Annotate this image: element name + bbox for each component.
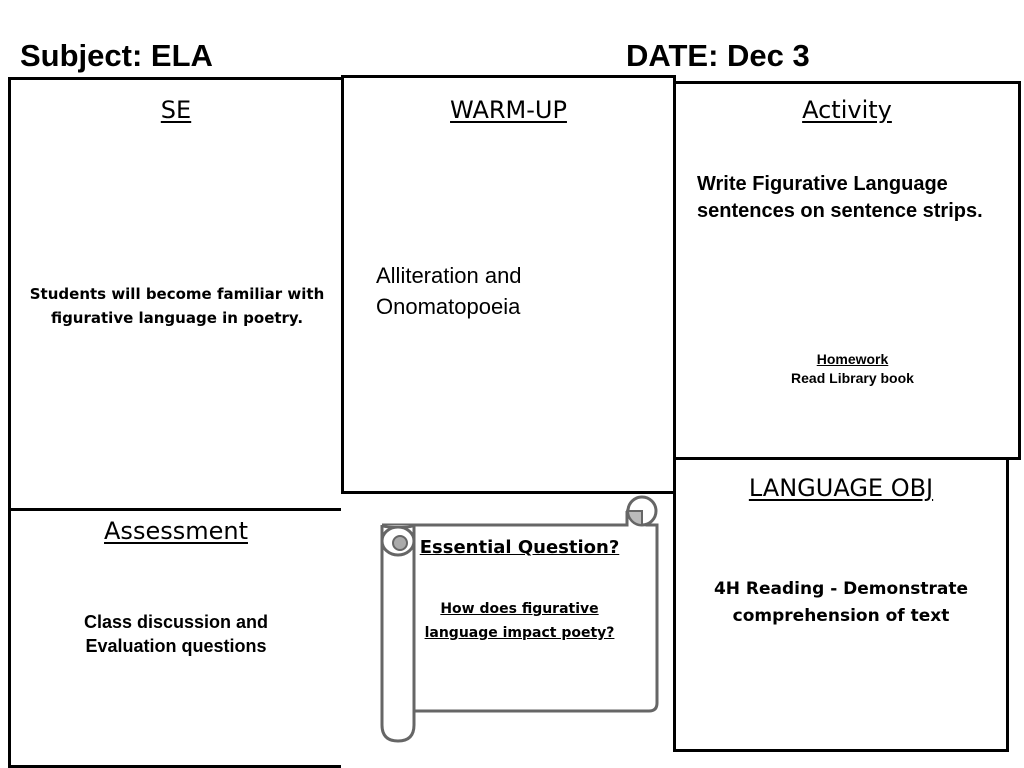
assessment-text: [11, 610, 341, 658]
essential-question-text: [398, 597, 641, 645]
activity-panel: [673, 81, 1021, 460]
warmup-text: [376, 260, 522, 322]
warmup-text-line1: Alliteration and: [376, 263, 522, 288]
se-panel: [8, 77, 344, 511]
assessment-heading: Assessment: [104, 517, 248, 545]
essential-question-heading: Essential Question?: [419, 537, 620, 558]
assessment-text-line2: Evaluation questions: [85, 636, 267, 656]
homework-label: Homework: [816, 351, 889, 367]
assessment-text-line1: Class discussion and: [83, 612, 269, 632]
subject-title: Subject: ELA: [20, 38, 213, 73]
language-obj-line2: comprehension of text: [732, 606, 950, 626]
essential-question-line1: How does figurative: [440, 601, 599, 617]
warmup-text-line2: Onomatopoeia: [376, 294, 521, 319]
language-obj-heading: LANGUAGE OBJ: [748, 474, 934, 502]
assessment-panel: [8, 508, 344, 768]
activity-heading: Activity: [802, 96, 892, 124]
language-obj-text: [676, 576, 1006, 630]
warmup-panel: [341, 75, 676, 494]
language-obj-panel: [673, 457, 1009, 752]
se-heading: SE: [160, 96, 192, 124]
date-title: DATE: Dec 3: [626, 38, 810, 73]
essential-question-line2: language impact poety?: [424, 625, 615, 641]
activity-text: Write Figurative Language sentences on sentence strips.: [697, 173, 983, 222]
se-text: Students will become familiar with figurative language in poetry.: [29, 285, 325, 327]
homework-text: Read Library book: [791, 370, 914, 386]
warmup-heading: WARM-UP: [450, 96, 567, 124]
language-obj-line1: 4H Reading - Demonstrate: [713, 579, 969, 599]
